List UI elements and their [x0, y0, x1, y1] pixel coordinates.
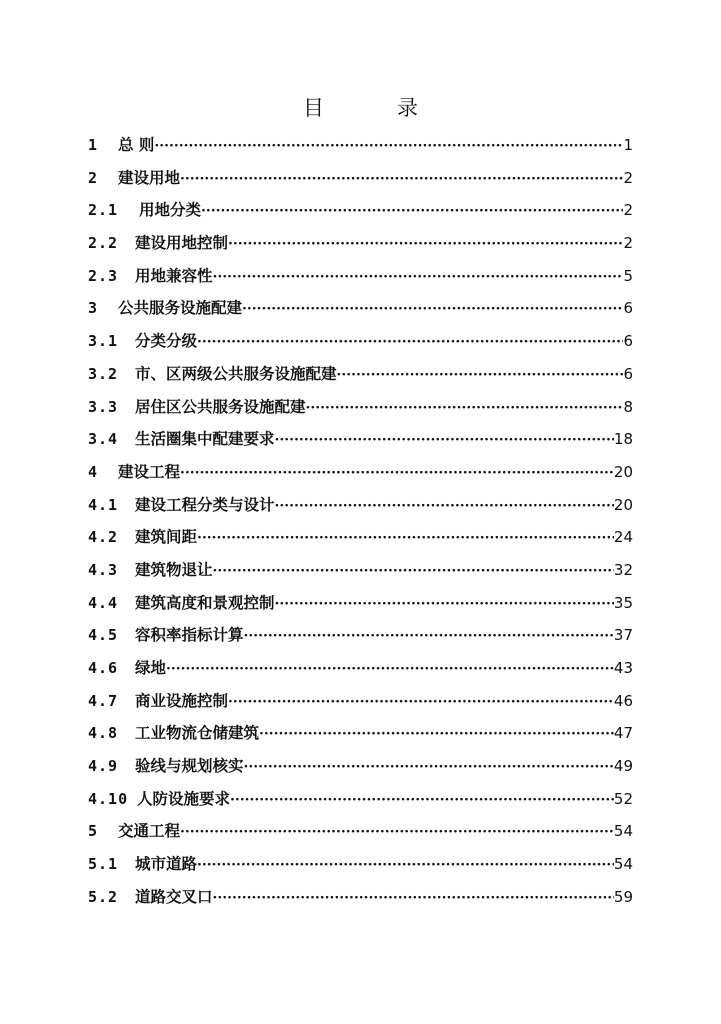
toc-entry[interactable] [88, 652, 633, 685]
toc-entry[interactable] [88, 391, 633, 424]
toc-dot-leader [244, 751, 614, 784]
toc-dot-leader [275, 490, 614, 523]
toc-entry[interactable] [88, 717, 633, 750]
toc-dot-leader [180, 457, 614, 490]
toc-entry-page-number: 37 [613, 626, 633, 645]
toc-dot-leader [154, 130, 623, 163]
toc-entry[interactable] [88, 881, 633, 914]
toc-entry-page-number: 20 [613, 495, 633, 514]
toc-entry[interactable] [88, 521, 633, 554]
toc-entry-number: 5.1 [88, 855, 119, 874]
toc-entry[interactable] [88, 587, 633, 620]
toc-entry-page-number: 20 [613, 462, 633, 481]
toc-entry-page-number: 2 [623, 201, 633, 220]
toc-entry-number: 4.2 [88, 528, 119, 547]
toc-entry-number: 3.4 [88, 430, 119, 449]
toc-entry-page-number: 2 [623, 168, 633, 187]
toc-entry-page-number: 6 [623, 332, 633, 351]
toc-entry[interactable] [88, 619, 633, 652]
toc-entry[interactable] [88, 489, 633, 522]
toc-entry-title: 用地分类 [139, 201, 202, 220]
toc-dot-leader [213, 555, 614, 588]
table-of-contents [88, 129, 633, 914]
toc-entry-number: 2.3 [88, 266, 119, 285]
toc-entry[interactable] [88, 685, 633, 718]
toc-entry[interactable] [88, 292, 633, 325]
toc-entry-page-number: 6 [623, 364, 633, 383]
toc-dot-leader [230, 784, 614, 817]
toc-entry-page-number: 24 [613, 528, 633, 547]
toc-entry-page-number: 35 [613, 593, 633, 612]
toc-entry-title: 分类分级 [135, 332, 198, 351]
toc-dot-leader [201, 195, 623, 228]
toc-entry-page-number: 1 [623, 136, 633, 154]
toc-entry-number: 3.3 [88, 397, 119, 416]
toc-dot-leader [180, 163, 623, 196]
toc-entry[interactable] [88, 750, 633, 783]
toc-entry-number: 2.2 [88, 234, 119, 253]
toc-entry-title: 建设用地 [118, 168, 181, 187]
toc-entry-title: 用地兼容性 [135, 266, 213, 285]
toc-entry-page-number: 52 [613, 789, 633, 808]
toc-entry-number: 1 [88, 136, 99, 154]
toc-entry-number: 4.7 [88, 691, 119, 710]
toc-entry-number: 4 [88, 462, 99, 481]
toc-entry[interactable] [88, 358, 633, 391]
toc-entry-title: 城市道路 [135, 855, 198, 874]
toc-entry-number: 4.9 [88, 757, 119, 776]
toc-entry-title: 绿地 [135, 659, 167, 677]
toc-entry-number: 4.8 [88, 724, 119, 743]
toc-entry-title: 公共服务设施配建 [118, 299, 243, 318]
toc-entry[interactable] [88, 260, 633, 293]
toc-entry-number: 4.10 [88, 789, 129, 808]
toc-entry[interactable] [88, 848, 633, 881]
toc-entry-title: 道路交叉口 [135, 887, 213, 906]
toc-dot-leader [242, 293, 623, 326]
toc-entry-number: 2 [88, 168, 99, 187]
toc-entry-number: 4.4 [88, 593, 119, 612]
toc-entry-page-number: 43 [613, 659, 633, 677]
toc-entry-number: 4.6 [88, 659, 119, 677]
toc-entry-title: 验线与规划核实 [135, 757, 244, 776]
toc-dot-leader [275, 588, 614, 621]
toc-entry-title: 建设用地控制 [135, 234, 229, 253]
toc-entry-title: 市、区两级公共服务设施配建 [135, 364, 337, 383]
toc-dot-leader [166, 653, 614, 686]
toc-entry-page-number: 47 [613, 724, 633, 743]
toc-entry-number: 3.1 [88, 332, 119, 351]
toc-entry-title: 人防设施要求 [137, 789, 231, 808]
toc-dot-leader [197, 326, 623, 359]
toc-entry-number: 3.2 [88, 364, 119, 383]
toc-dot-leader [244, 620, 614, 653]
toc-entry-page-number: 49 [613, 757, 633, 776]
toc-dot-leader [275, 424, 614, 457]
toc-entry-page-number: 32 [613, 560, 633, 579]
toc-dot-leader [213, 261, 624, 294]
toc-entry-title: 建筑高度和景观控制 [135, 593, 275, 612]
toc-entry-title: 建筑间距 [135, 528, 198, 547]
toc-entry-page-number: 54 [613, 855, 633, 874]
toc-entry-title: 生活圈集中配建要求 [135, 430, 275, 449]
toc-dot-leader [337, 359, 624, 392]
toc-entry[interactable] [88, 227, 633, 260]
toc-entry-number: 5.2 [88, 887, 119, 906]
toc-entry-page-number: 54 [613, 822, 633, 841]
toc-dot-leader [306, 392, 624, 425]
toc-entry-page-number: 6 [623, 299, 633, 318]
toc-entry-title: 工业物流仓储建筑 [135, 724, 260, 743]
page-title: 目 录 [303, 96, 444, 120]
toc-entry-title: 建设工程 [118, 462, 181, 481]
toc-dot-leader [228, 686, 614, 719]
toc-entry-title: 交通工程 [118, 822, 181, 841]
toc-entry[interactable] [88, 129, 633, 162]
toc-dot-leader [197, 522, 614, 555]
toc-entry-title: 居住区公共服务设施配建 [135, 397, 306, 416]
toc-dot-leader [180, 816, 614, 849]
toc-entry-title: 商业设施控制 [135, 691, 229, 710]
toc-entry-number: 5 [88, 822, 99, 841]
toc-entry[interactable] [88, 554, 633, 587]
toc-entry-page-number: 46 [613, 691, 633, 710]
toc-entry-title: 建设工程分类与设计 [135, 495, 275, 514]
toc-entry[interactable] [88, 162, 633, 195]
toc-entry-page-number: 59 [613, 887, 633, 906]
toc-dot-leader [197, 849, 614, 882]
toc-entry[interactable] [88, 815, 633, 848]
toc-entry-title: 建筑物退让 [135, 560, 213, 579]
toc-entry-page-number: 18 [613, 430, 633, 449]
toc-entry-title: 总 则 [118, 136, 155, 154]
toc-dot-leader [213, 882, 614, 915]
toc-entry[interactable] [88, 325, 633, 358]
toc-entry-page-number: 5 [623, 266, 633, 285]
toc-entry-page-number: 8 [623, 397, 633, 416]
toc-entry[interactable] [88, 423, 633, 456]
toc-dot-leader [259, 718, 614, 751]
toc-entry[interactable] [88, 456, 633, 489]
toc-entry-number: 3 [88, 299, 99, 318]
toc-entry-number: 4.1 [88, 495, 119, 514]
toc-entry-title: 容积率指标计算 [135, 626, 244, 645]
toc-entry-number: 2.1 [88, 201, 119, 220]
toc-dot-leader [228, 228, 623, 261]
toc-entry-number: 4.5 [88, 626, 119, 645]
toc-entry[interactable] [88, 783, 633, 816]
toc-entry[interactable] [88, 194, 633, 227]
toc-entry-number: 4.3 [88, 560, 119, 579]
toc-entry-page-number: 2 [623, 234, 633, 253]
